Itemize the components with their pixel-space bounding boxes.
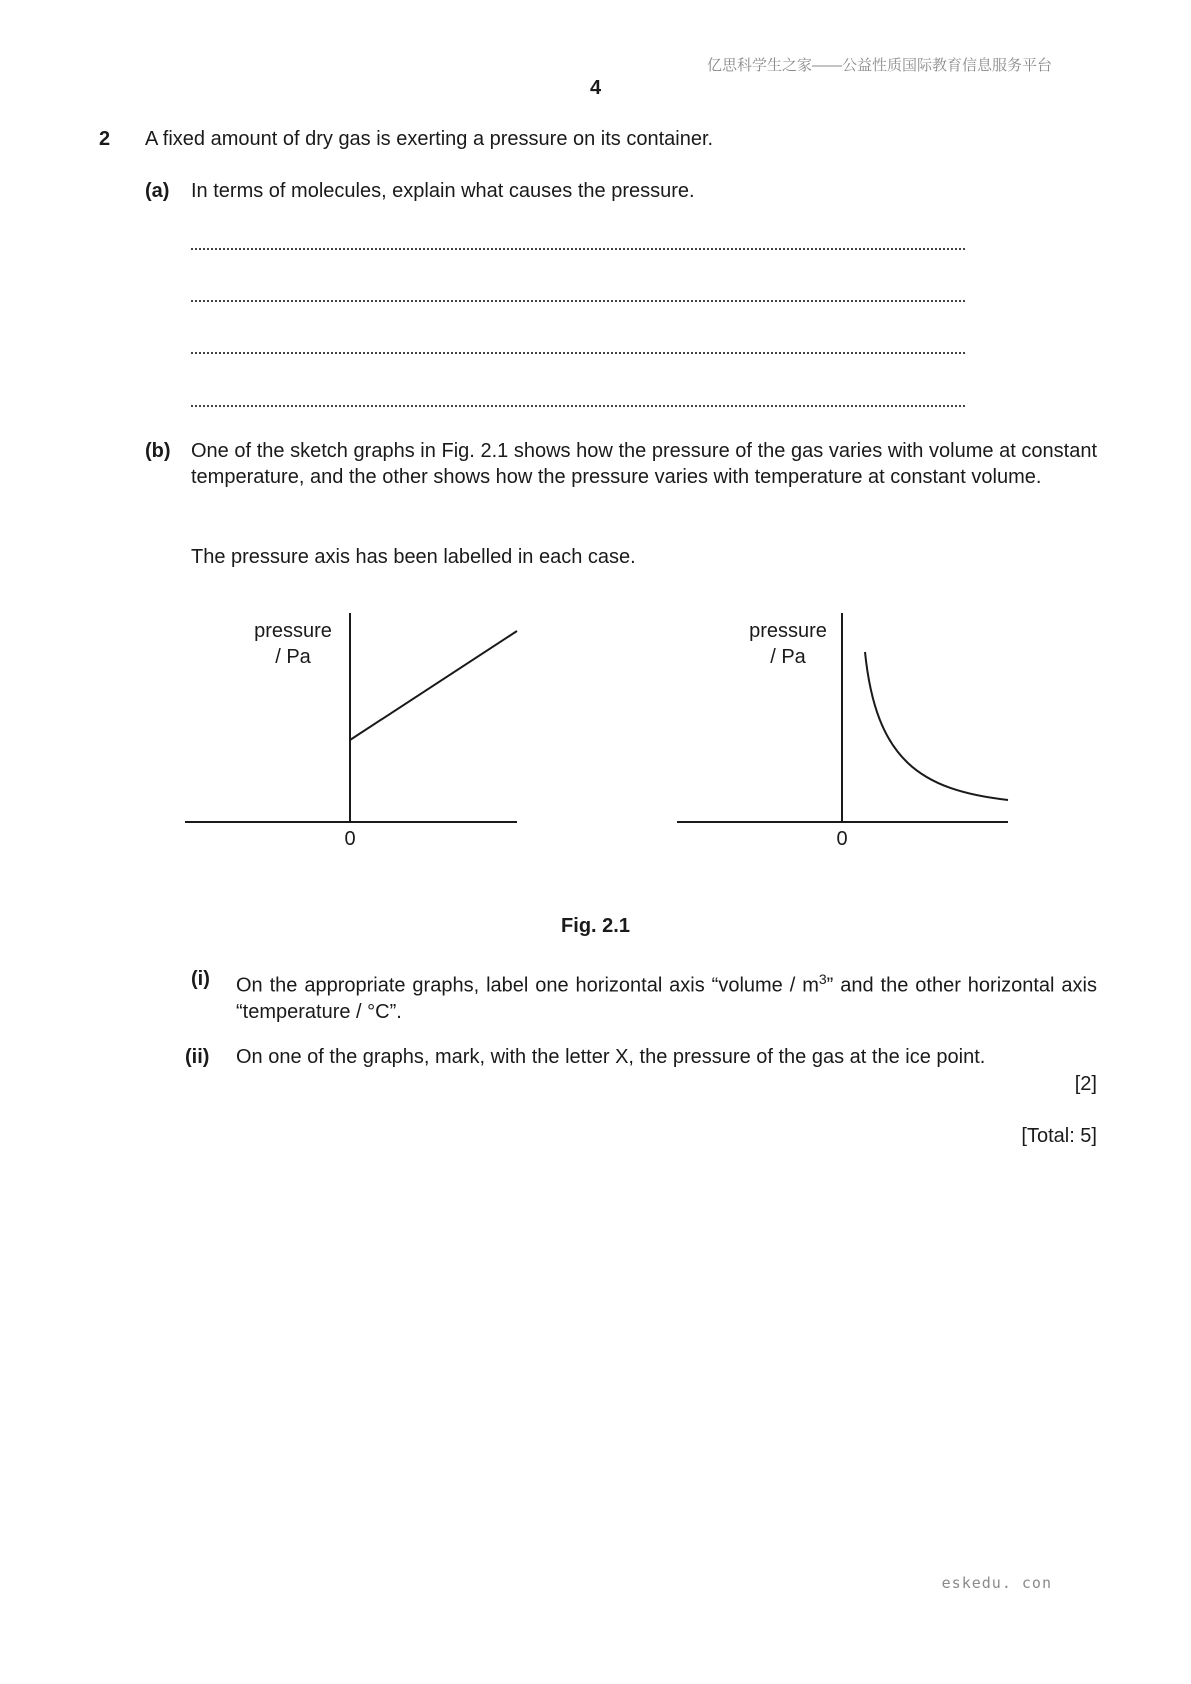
part-b-text: One of the sketch graphs in Fig. 2.1 shows how the pressure of the gas varies with volume at constant temperature, and the other shows how the pressure varies with temperature at constant volume. bbox=[191, 440, 1097, 488]
left-ylabel-line2: / Pa bbox=[275, 646, 311, 668]
left-ylabel-line1: pressure bbox=[254, 620, 332, 642]
page-number: 4 bbox=[589, 77, 602, 99]
right-ylabel-line2: / Pa bbox=[770, 646, 806, 668]
sub-i-text-after: ” and the other horizontal axis “temperature / °C”. bbox=[236, 974, 1097, 1023]
question-stem: A fixed amount of dry gas is exerting a pressure on its container. bbox=[145, 128, 714, 150]
part-a-text: In terms of molecules, explain what causes the pressure. bbox=[191, 180, 695, 202]
sub-i-text bbox=[236, 966, 1097, 1025]
left-graph-line bbox=[350, 631, 517, 740]
sub-ii-label: (ii) bbox=[185, 1046, 210, 1068]
left-graph bbox=[185, 613, 517, 850]
right-origin-label: 0 bbox=[836, 828, 848, 850]
part-b-note: The pressure axis has been labelled in each case. bbox=[191, 546, 636, 568]
header-watermark: 亿思科学生之家——公益性质国际教育信息服务平台 bbox=[706, 57, 1052, 74]
part-b-label: (b) bbox=[145, 440, 171, 462]
right-ylabel-line1: pressure bbox=[749, 620, 827, 642]
right-graph-curve bbox=[865, 652, 1008, 800]
question-number: 2 bbox=[99, 128, 111, 150]
left-origin-label: 0 bbox=[344, 828, 356, 850]
footer-site: eskedu. con bbox=[941, 1574, 1052, 1592]
right-graph bbox=[677, 613, 1008, 850]
sub-i-superscript: 3 bbox=[818, 971, 827, 987]
sub-ii-text: On one of the graphs, mark, with the letter X, the pressure of the gas at the ice point. bbox=[236, 1046, 986, 1068]
sub-i-text-before: On the appropriate graphs, label one horizontal axis “volume / m bbox=[236, 974, 819, 997]
sub-i-label: (i) bbox=[191, 968, 210, 990]
figure-caption: Fig. 2.1 bbox=[561, 915, 630, 937]
marks: [2] bbox=[1074, 1073, 1097, 1095]
part-a-label: (a) bbox=[145, 180, 170, 202]
total-marks: [Total: 5] bbox=[1021, 1125, 1097, 1147]
